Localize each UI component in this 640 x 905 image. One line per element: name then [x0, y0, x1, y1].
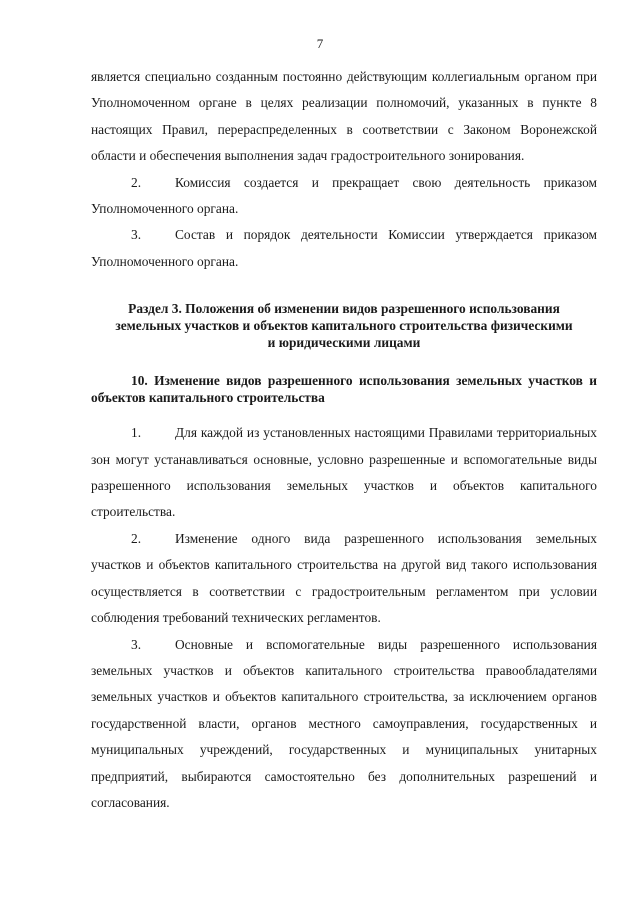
list-item: [91, 420, 597, 526]
item-number: 3.: [131, 227, 142, 243]
section-title: Раздел 3. Положения об изменении видов разрешенного использования земельных участков и объектов капитального строительства физическими и юридическими лицами: [115, 301, 573, 351]
intro-paragraph: является специально созданным постоянно действующим коллегиальным органом при Уполномоченном органе в целях реализации полномочий, указанных в пункте 8 настоящих Правил, перераспределенных в соответствии с Законом Воронежской области и обеспечения выполнения задач градостроительного зонирования.: [91, 69, 597, 164]
page-content: [91, 64, 597, 816]
list-item: [91, 222, 597, 275]
item-number: 2.: [131, 530, 142, 546]
item-text: Изменение одного вида разрешенного использования земельных участков и объектов капитального строительства на другой вид такого использования осуществляется в соответствии с градостроительным регламентом при условии соблюдения требований технических регламентов.: [91, 530, 597, 626]
item-number: 3.: [131, 636, 142, 652]
item-number: 1.: [131, 425, 142, 441]
item-number: 2.: [131, 174, 142, 190]
item-text: Основные и вспомогательные виды разрешенного использования земельных участков и объектов капитального строительства правообладателями земельных участков и объектов капитального строительства, за исключением органов государственной власти, органов местного самоуправления, государственных и муниципальных учреждений, государственных и муниципальных унитарных предприятий, выбираются самостоятельно без дополнительных разрешений и согласования.: [91, 636, 597, 810]
list-item: [91, 170, 597, 223]
list-item: [91, 632, 597, 817]
item-text: Для каждой из установленных настоящими Правилами территориальных зон могут устанавливаться основные, условно разрешенные и вспомогательные виды разрешенного использования земельных участков и объектов капитального строительства.: [91, 425, 597, 520]
item-text: Состав и порядок деятельности Комиссии утверждается приказом Уполномоченного органа.: [91, 227, 597, 269]
list-item: [91, 526, 597, 632]
article-title: 10. Изменение видов разрешенного использования земельных участков и объектов капитального строительства: [91, 373, 597, 406]
page-number: 7: [316, 36, 324, 51]
item-text: Комиссия создается и прекращает свою деятельность приказом Уполномоченного органа.: [91, 174, 597, 217]
